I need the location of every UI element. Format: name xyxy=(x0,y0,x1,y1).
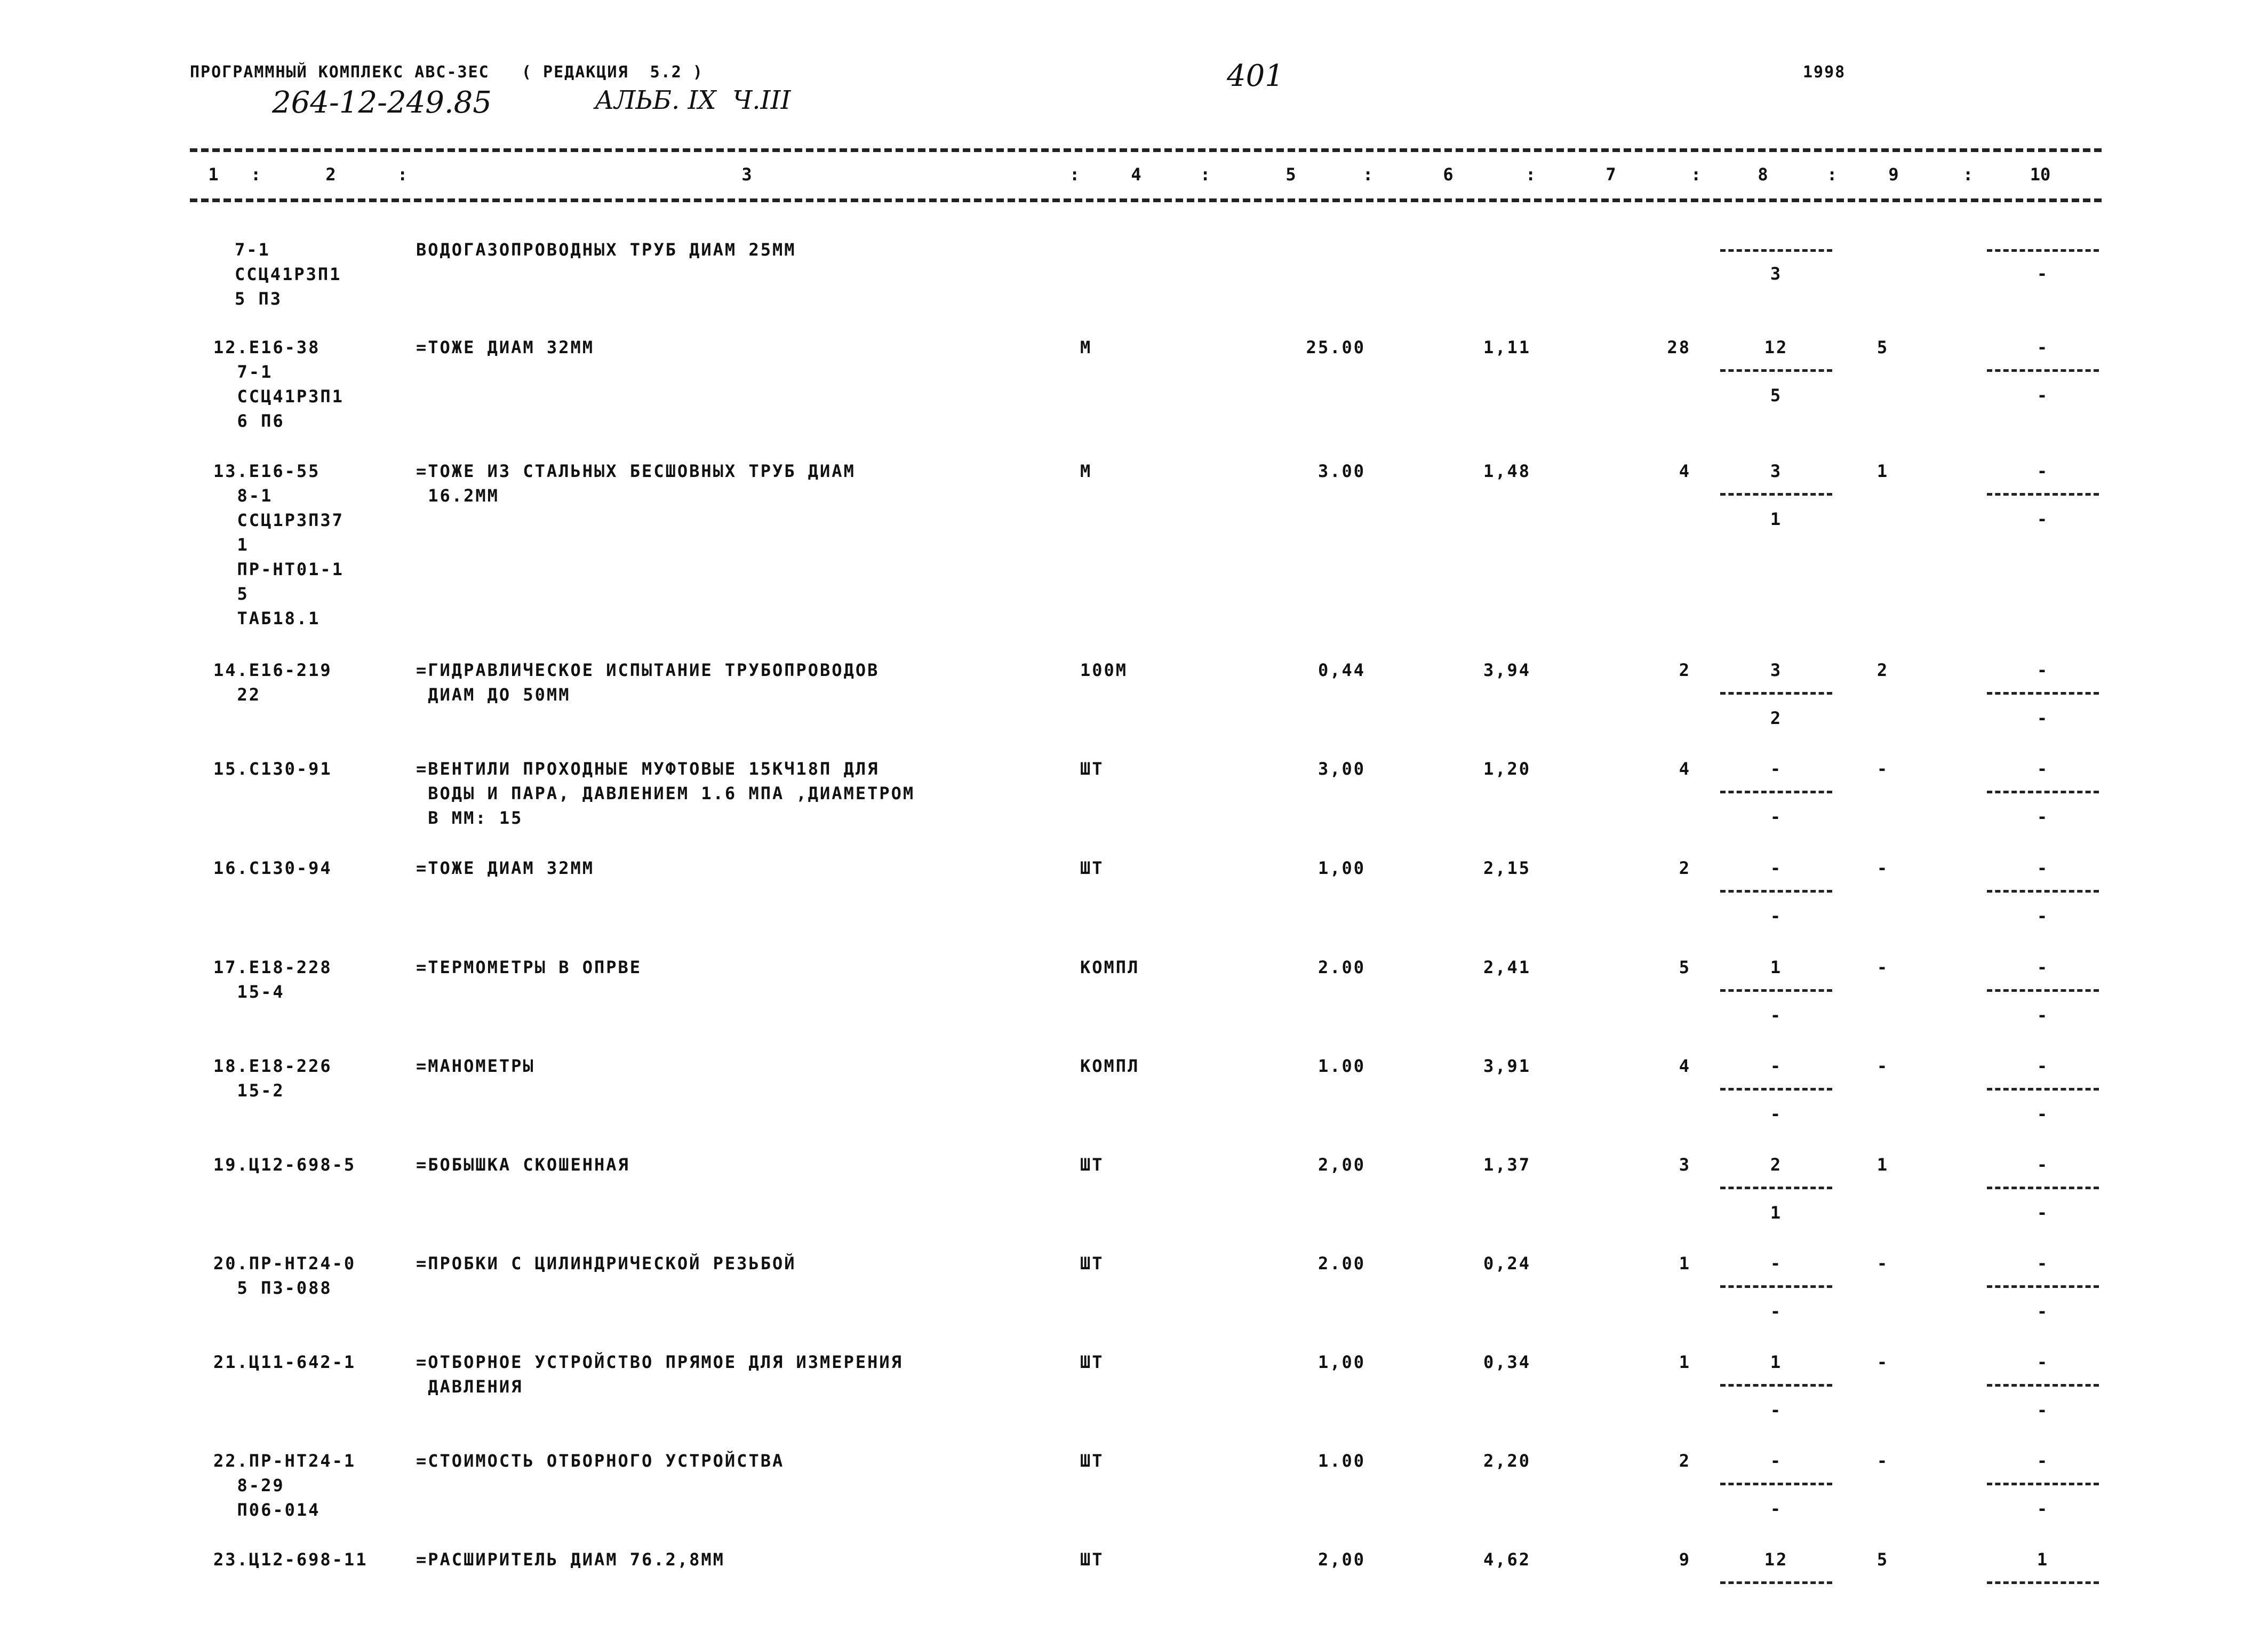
row-quantity: 2,00 xyxy=(1317,1549,1365,1570)
table-top-rule xyxy=(190,148,2102,152)
row-quantity: 25.00 xyxy=(1306,337,1365,357)
row-col8-top: 1 xyxy=(1770,1352,1783,1372)
row-unit: М xyxy=(1080,337,1092,357)
col8-divider xyxy=(1720,1483,1832,1485)
col10-divider xyxy=(1987,249,2099,252)
row-col9: - xyxy=(1876,1451,1889,1471)
row-col9: - xyxy=(1876,759,1889,779)
page-number: 401 xyxy=(1227,59,1284,93)
row-code: 17.Е18-228 15-4 xyxy=(213,957,332,1002)
row-col8-bottom: 3 xyxy=(1770,264,1783,284)
row-code: 15.С130-91 xyxy=(213,759,332,779)
row-col9: - xyxy=(1876,1253,1889,1274)
row-col10-top: - xyxy=(2037,1155,2049,1175)
row-code: 20.ПР-НТ24-0 5 П3-088 xyxy=(213,1253,356,1298)
row-col7: 28 xyxy=(1667,337,1691,357)
col8-divider xyxy=(1720,493,1832,496)
row-name: =ОТБОРНОЕ УСТРОЙСТВО ПРЯМОЕ ДЛЯ ИЗМЕРЕНИЯ ДАВЛЕНИЯ xyxy=(416,1352,903,1397)
row-col9: 5 xyxy=(1876,337,1889,357)
col-header-5: 5 xyxy=(1285,164,1296,185)
row-col8-bottom: 5 xyxy=(1770,385,1783,405)
row-col8-bottom: - xyxy=(1770,1400,1783,1420)
row-code: 13.Е16-55 8-1 ССЦ1Р3П37 1 ПР-НТ01-1 5 ТАБ18.1 xyxy=(213,461,344,628)
col-separator: : xyxy=(1963,164,1974,185)
row-price: 1,48 xyxy=(1483,461,1531,481)
handwritten-album-ref: АЛЬБ. IX Ч.III xyxy=(595,85,791,115)
row-col9: 2 xyxy=(1876,660,1889,680)
row-code: 12.Е16-38 7-1 ССЦ41Р3П1 6 П6 xyxy=(213,337,344,431)
col10-divider xyxy=(1987,989,2099,992)
row-col8-bottom: - xyxy=(1770,1104,1783,1124)
row-code: 18.Е18-226 15-2 xyxy=(213,1056,332,1101)
col10-divider xyxy=(1987,1483,2099,1485)
row-unit: ШТ xyxy=(1080,1155,1104,1175)
row-unit: ШТ xyxy=(1080,858,1104,878)
row-col9: - xyxy=(1876,957,1889,977)
row-col8-top: 2 xyxy=(1770,1155,1783,1175)
row-col7: 2 xyxy=(1679,858,1691,878)
row-col7: 2 xyxy=(1679,660,1691,680)
row-quantity: 0,44 xyxy=(1317,660,1365,680)
row-col8-top: 3 xyxy=(1770,660,1783,680)
row-col7: 4 xyxy=(1679,1056,1691,1076)
col8-divider xyxy=(1720,249,1832,252)
col-header-1: 1 xyxy=(208,164,219,185)
row-col7: 9 xyxy=(1679,1549,1691,1570)
row-price: 1,37 xyxy=(1483,1155,1531,1175)
program-header: ПРОГРАММНЫЙ КОМПЛЕКС АВС-3ЕС ( РЕДАКЦИЯ 5.2 ) xyxy=(190,63,704,82)
row-code: 23.Ц12-698-11 xyxy=(213,1549,368,1570)
row-col8-top: - xyxy=(1770,1253,1783,1274)
col8-divider xyxy=(1720,890,1832,893)
row-name: =ТОЖЕ ДИАМ 32ММ xyxy=(416,858,594,878)
row-col7: 1 xyxy=(1679,1352,1691,1372)
col8-divider xyxy=(1720,989,1832,992)
row-col8-bottom: - xyxy=(1770,807,1783,827)
row-col7: 1 xyxy=(1679,1253,1691,1274)
row-col8-bottom: - xyxy=(1770,1005,1783,1025)
col10-divider xyxy=(1987,1088,2099,1091)
row-unit: КОМПЛ xyxy=(1080,1056,1140,1076)
row-col9: 5 xyxy=(1876,1549,1889,1570)
row-col8-top: - xyxy=(1770,858,1783,878)
row-unit: М xyxy=(1080,461,1092,481)
row-col10-top: - xyxy=(2037,1451,2049,1471)
row-name: =ПРОБКИ С ЦИЛИНДРИЧЕСКОЙ РЕЗЬБОЙ xyxy=(416,1253,796,1274)
row-quantity: 2.00 xyxy=(1317,957,1365,977)
col-header-7: 7 xyxy=(1606,164,1616,185)
row-col8-top: 1 xyxy=(1770,957,1783,977)
col-header-3: 3 xyxy=(741,164,752,185)
row-name: =БОБЫШКА СКОШЕННАЯ xyxy=(416,1155,630,1175)
row-name: =ТОЖЕ ДИАМ 32ММ xyxy=(416,337,594,357)
row-col9: - xyxy=(1876,1056,1889,1076)
col-separator: : xyxy=(1691,164,1702,185)
col10-divider xyxy=(1987,890,2099,893)
col-separator: : xyxy=(397,164,408,185)
col-separator: : xyxy=(1363,164,1373,185)
row-col8-bottom: - xyxy=(1770,1499,1783,1519)
row-quantity: 3,00 xyxy=(1317,759,1365,779)
col8-divider xyxy=(1720,1187,1832,1189)
row-quantity: 2,00 xyxy=(1317,1155,1365,1175)
table-header-rule xyxy=(190,198,2102,202)
col8-divider xyxy=(1720,369,1832,372)
row-col10-bottom: - xyxy=(2037,1104,2049,1124)
row-col9: 1 xyxy=(1876,1155,1889,1175)
row-name: =МАНОМЕТРЫ xyxy=(416,1056,535,1076)
row-unit: ШТ xyxy=(1080,1549,1104,1570)
row-price: 1,20 xyxy=(1483,759,1531,779)
row-price: 3,94 xyxy=(1483,660,1531,680)
col10-divider xyxy=(1987,1581,2099,1584)
row-col10-bottom: - xyxy=(2037,264,2049,284)
row-col9: - xyxy=(1876,858,1889,878)
row-col10-top: - xyxy=(2037,337,2049,357)
row-unit: ШТ xyxy=(1080,1253,1104,1274)
row-quantity: 1,00 xyxy=(1317,858,1365,878)
col10-divider xyxy=(1987,692,2099,695)
row-col10-top: - xyxy=(2037,461,2049,481)
col-separator: : xyxy=(1526,164,1536,185)
row-code: 22.ПР-НТ24-1 8-29 П06-014 xyxy=(213,1451,356,1520)
row-quantity: 1.00 xyxy=(1317,1056,1365,1076)
row-name: =ТЕРМОМЕТРЫ В ОПРВЕ xyxy=(416,957,642,977)
row-col8-bottom: - xyxy=(1770,906,1783,926)
row-col10-bottom: - xyxy=(2037,1005,2049,1025)
col10-divider xyxy=(1987,1285,2099,1288)
col-separator: : xyxy=(1827,164,1838,185)
row-col7: 3 xyxy=(1679,1155,1691,1175)
col-header-8: 8 xyxy=(1758,164,1768,185)
row-unit: ШТ xyxy=(1080,1451,1104,1471)
row-col10-bottom: - xyxy=(2037,1499,2049,1519)
row-col9: 1 xyxy=(1876,461,1889,481)
row-col10-top: - xyxy=(2037,1253,2049,1274)
row-col10-top: - xyxy=(2037,1352,2049,1372)
row-quantity: 2.00 xyxy=(1317,1253,1365,1274)
row-quantity: 1,00 xyxy=(1317,1352,1365,1372)
row-price: 2,20 xyxy=(1483,1451,1531,1471)
row-price: 2,15 xyxy=(1483,858,1531,878)
col10-divider xyxy=(1987,1384,2099,1387)
row-col10-top: 1 xyxy=(2037,1549,2049,1570)
row-col10-top: - xyxy=(2037,858,2049,878)
row-name: =ВЕНТИЛИ ПРОХОДНЫЕ МУФТОВЫЕ 15КЧ18П ДЛЯ ВОДЫ И ПАРА, ДАВЛЕНИЕМ 1.6 МПА ,ДИАМЕТРОМ В ММ: 15 xyxy=(416,759,915,828)
col8-divider xyxy=(1720,692,1832,695)
col10-divider xyxy=(1987,369,2099,372)
row-name: =ТОЖЕ ИЗ СТАЛЬНЫХ БЕСШОВНЫХ ТРУБ ДИАМ 16.2ММ xyxy=(416,461,856,506)
col-separator: : xyxy=(1069,164,1080,185)
row-code: 7-1 ССЦ41Р3П1 5 П3 xyxy=(235,240,342,309)
col8-divider xyxy=(1720,1384,1832,1387)
row-name: =ГИДРАВЛИЧЕСКОЕ ИСПЫТАНИЕ ТРУБОПРОВОДОВ ДИАМ ДО 50ММ xyxy=(416,660,880,705)
col8-divider xyxy=(1720,1581,1832,1584)
row-col10-bottom: - xyxy=(2037,708,2049,728)
row-col10-top: - xyxy=(2037,660,2049,680)
row-col7: 4 xyxy=(1679,461,1691,481)
year: 1998 xyxy=(1803,63,1846,82)
row-col8-top: 12 xyxy=(1764,1549,1788,1570)
col8-divider xyxy=(1720,1088,1832,1091)
row-col10-bottom: - xyxy=(2037,1203,2049,1223)
row-unit: ШТ xyxy=(1080,1352,1104,1372)
row-col10-bottom: - xyxy=(2037,509,2049,529)
row-col10-bottom: - xyxy=(2037,385,2049,405)
col-header-9: 9 xyxy=(1888,164,1899,185)
row-price: 2,41 xyxy=(1483,957,1531,977)
row-col10-top: - xyxy=(2037,957,2049,977)
row-col8-top: - xyxy=(1770,1056,1783,1076)
row-code: 14.Е16-219 22 xyxy=(213,660,332,705)
col8-divider xyxy=(1720,791,1832,793)
row-col7: 5 xyxy=(1679,957,1691,977)
row-col10-bottom: - xyxy=(2037,906,2049,926)
row-price: 4,62 xyxy=(1483,1549,1531,1570)
row-name: ВОДОГАЗОПРОВОДНЫХ ТРУБ ДИАМ 25ММ xyxy=(416,240,796,260)
row-col8-bottom: 1 xyxy=(1770,509,1783,529)
row-unit: ШТ xyxy=(1080,759,1104,779)
handwritten-document-code: 264-12-249.85 xyxy=(272,85,492,120)
row-col8-top: 3 xyxy=(1770,461,1783,481)
row-price: 1,11 xyxy=(1483,337,1531,357)
row-quantity: 3.00 xyxy=(1317,461,1365,481)
col-separator: : xyxy=(251,164,261,185)
row-price: 0,34 xyxy=(1483,1352,1531,1372)
col-header-6: 6 xyxy=(1443,164,1454,185)
row-name: =РАСШИРИТЕЛЬ ДИАМ 76.2,8ММ xyxy=(416,1549,725,1570)
row-col10-top: - xyxy=(2037,1056,2049,1076)
row-name: =СТОИМОСТЬ ОТБОРНОГО УСТРОЙСТВА xyxy=(416,1451,785,1471)
row-col8-top: - xyxy=(1770,1451,1783,1471)
row-col8-top: 12 xyxy=(1764,337,1788,357)
row-price: 0,24 xyxy=(1483,1253,1531,1274)
row-col10-bottom: - xyxy=(2037,807,2049,827)
col-separator: : xyxy=(1200,164,1211,185)
col10-divider xyxy=(1987,1187,2099,1189)
row-unit: 100М xyxy=(1080,660,1128,680)
col-header-10: 10 xyxy=(2030,164,2051,185)
row-col10-bottom: - xyxy=(2037,1400,2049,1420)
row-code: 21.Ц11-642-1 xyxy=(213,1352,356,1372)
row-price: 3,91 xyxy=(1483,1056,1531,1076)
row-unit: КОМПЛ xyxy=(1080,957,1140,977)
row-quantity: 1.00 xyxy=(1317,1451,1365,1471)
row-code: 16.С130-94 xyxy=(213,858,332,878)
row-col8-bottom: - xyxy=(1770,1301,1783,1322)
row-col7: 2 xyxy=(1679,1451,1691,1471)
row-col7: 4 xyxy=(1679,759,1691,779)
col10-divider xyxy=(1987,791,2099,793)
row-col8-bottom: 1 xyxy=(1770,1203,1783,1223)
col-header-2: 2 xyxy=(325,164,336,185)
col10-divider xyxy=(1987,493,2099,496)
row-col8-top: - xyxy=(1770,759,1783,779)
row-col10-bottom: - xyxy=(2037,1301,2049,1322)
row-col10-top: - xyxy=(2037,759,2049,779)
row-col8-bottom: 2 xyxy=(1770,708,1783,728)
row-col9: - xyxy=(1876,1352,1889,1372)
col8-divider xyxy=(1720,1285,1832,1288)
row-code: 19.Ц12-698-5 xyxy=(213,1155,356,1175)
col-header-4: 4 xyxy=(1131,164,1141,185)
